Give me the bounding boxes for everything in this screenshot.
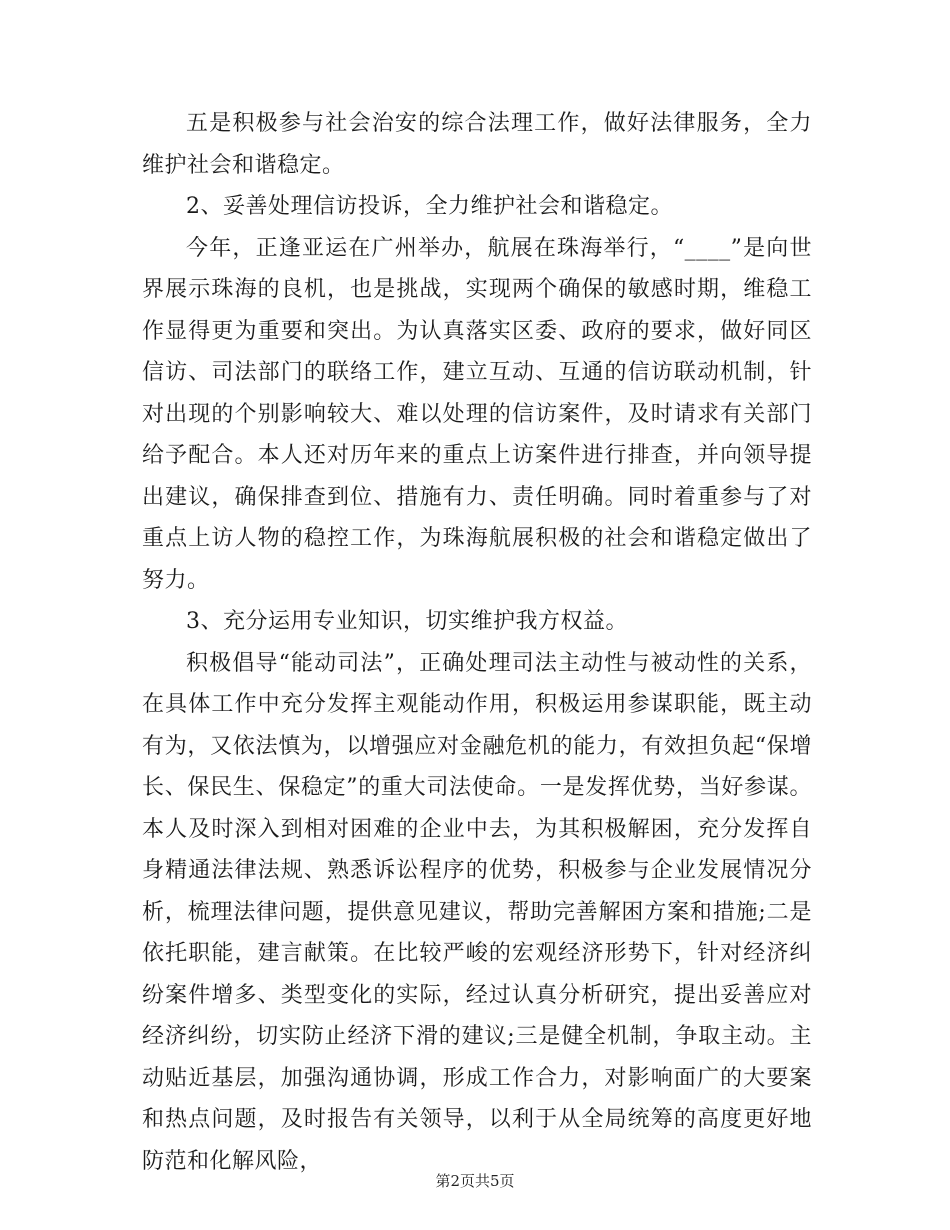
page-number-footer: 第2页共5页 [435, 1172, 515, 1190]
section-heading: 3、充分运用专业知识，切实维护我方权益。 [186, 609, 628, 634]
paragraph: 五是积极参与社会治安的综合法理工作，做好法律服务，全力维护社会和谐稳定。 [142, 111, 812, 178]
document-body [142, 103, 812, 1182]
paragraph: 今年，正逢亚运在广州举办，航展在珠海举行，“____”是向世界展示珠海的良机，也是挑战，实现两个确保的敏感时期，维稳工作显得更为重要和突出。为认真落实区委、政府的要求，做好同区信访、司法部门的联络工作，建立互动、互通的信访联动机制，针对出现的个别影响较大、难以处理的信访案件，及时请求有关部门给予配合。本人还对历年来的重点上访案件进行排查，并向领导提出建议，确保排查到位、措施有力、责任明确。同时着重参与了对重点上访人物的稳控工作，为珠海航展积极的社会和谐稳定做出了努力。 [142, 235, 812, 593]
section-heading: 2、妥善处理信访投诉，全力维护社会和谐稳定。 [186, 194, 673, 219]
paragraph: 积极倡导“能动司法”，正确处理司法主动性与被动性的关系，在具体工作中充分发挥主观能动作用，积极运用参谋职能，既主动有为，又依法慎为，以增强应对金融危机的能力，有效担负起“保增长、保民生、保稳定”的重大司法使命。一是发挥优势，当好参谋。本人及时深入到相对困难的企业中去，为其积极解困，充分发挥自身精通法律法规、熟悉诉讼程序的优势，积极参与企业发展情况分析，梳理法律问题，提供意见建议，帮助完善解困方案和措施;二是依托职能，建言献策。在比较严峻的宏观经济形势下，针对经济纠纷案件增多、类型变化的实际，经过认真分析研究，提出妥善应对经济纠纷，切实防止经济下滑的建议;三是健全机制，争取主动。主动贴近基层，加强沟通协调，形成工作合力，对影响面广的大要案和热点问题，及时报告有关领导，以利于从全局统筹的高度更好地防范和化解风险， [142, 650, 812, 1174]
